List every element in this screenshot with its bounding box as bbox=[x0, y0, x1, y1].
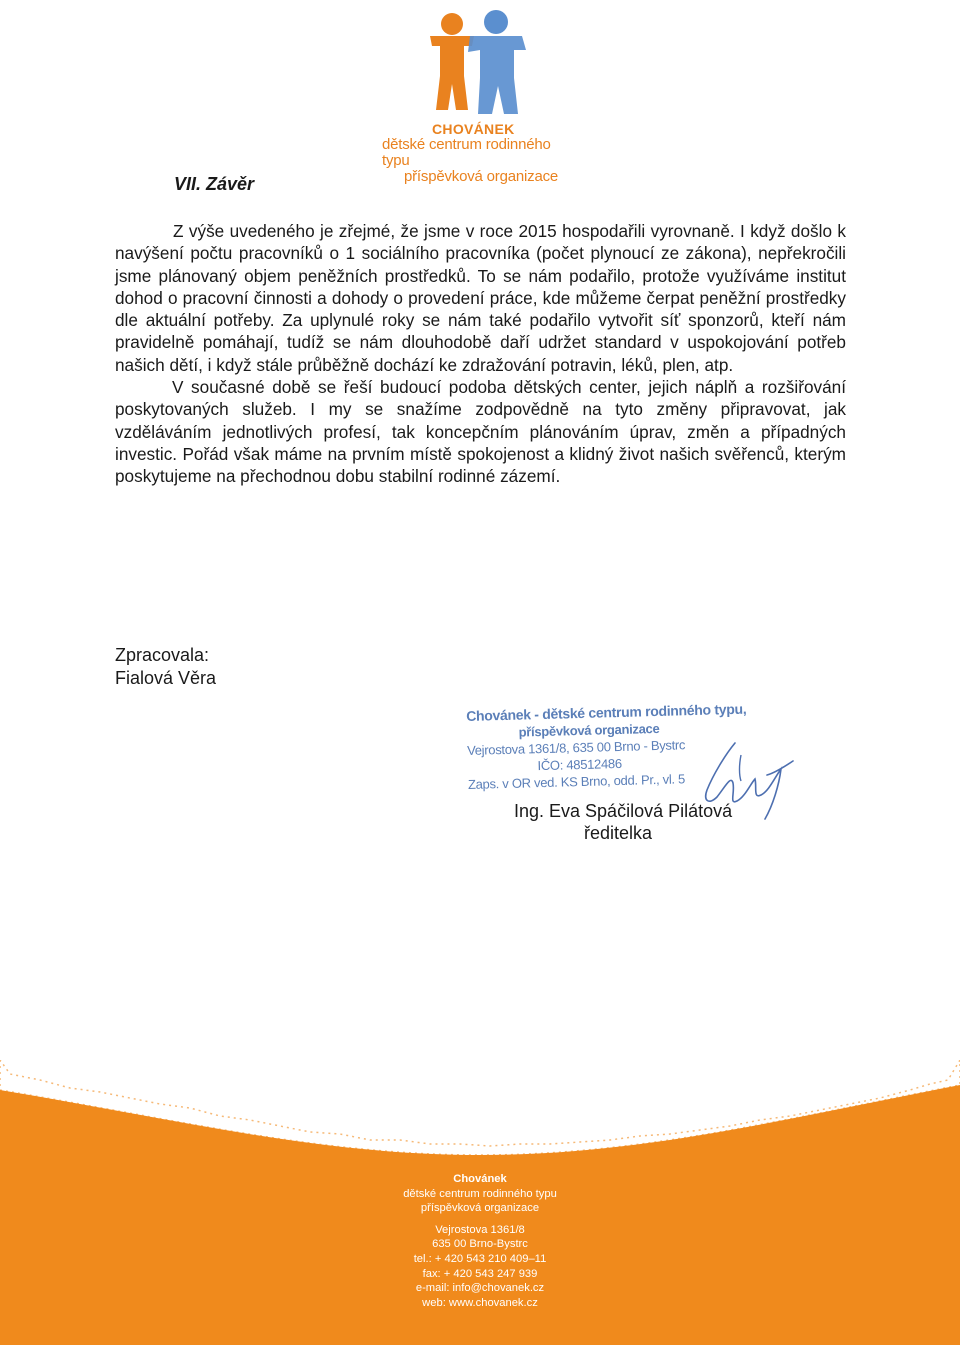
footer-name: Chovánek bbox=[453, 1173, 507, 1185]
stamp-line-4: IČO: 48512486 bbox=[537, 755, 622, 774]
signer-role: ředitelka bbox=[584, 823, 653, 843]
conclusion-text bbox=[115, 220, 846, 488]
logo-line-1: dětské centrum rodinného typu bbox=[382, 136, 551, 169]
signer-block bbox=[514, 800, 732, 844]
stamp-line-1: Chovánek - dětské centrum rodinného typu, bbox=[466, 700, 747, 724]
footer-street: Vejrostova 1361/8 bbox=[435, 1223, 525, 1236]
organization-logo bbox=[372, 6, 572, 185]
paragraph-2: V současné době se řeší budoucí podoba dětských center, jejich náplň a rozšiřování poskytovaných služeb. I my se snažíme zodpovědně na tyto změny připravovat, jak vzděláváním jednotlivých profesí, tak koncepčním plánováním úprav, změn a případných investic. Pořád však máme na prvním místě spokojenost a klidný život našich svěřenců, kterým poskytujeme na přechodnou dobu stabilní rodinné zázemí. bbox=[115, 377, 846, 487]
footer-line-2: příspěvková organizace bbox=[420, 1202, 540, 1215]
logo-name: CHOVÁNEK bbox=[432, 121, 515, 137]
footer-contact bbox=[372, 1172, 588, 1310]
prepared-by-block bbox=[115, 644, 216, 690]
stamp-line-5: Zaps. v OR ved. KS Brno, odd. Pr., vl. 5 bbox=[467, 771, 686, 792]
paragraph-1: Z výše uvedeného je zřejmé, že jsme v roce 2015 hospodařili vyrovnaně. I když došlo k navýšení počtu pracovníků o 1 sociálního pracovníka (počet plynoucí ze zákona), nepřekročili jsme plánovaný objem peněžních prostředků. To se nám podařilo, protože využíváme institut dohod o pracovní činnosti a dohody o provedení práce, kde můžeme čerpat peněžní prostředky dle aktuální potřeby. Za uplynulé roky se nám také podařilo vytvořit síť sponzorů, kteří nám pravidelně pomáhají, tudíž se nám dlouhodobě daří udržet standard v uspokojování potřeb našich dětí, i když stále průběžně dochází ke zdražování potravin, léků, plen, atp. bbox=[115, 221, 846, 375]
footer-city: 635 00 Brno-Bystrc bbox=[432, 1238, 528, 1251]
footer-web: web: www.chovanek.cz bbox=[422, 1296, 538, 1309]
footer-line-1: dětské centrum rodinného typu bbox=[403, 1187, 557, 1200]
prepared-by-label: Zpracovala: bbox=[115, 645, 210, 665]
children-figures-icon bbox=[422, 6, 532, 118]
section-heading: VII. Závěr bbox=[174, 174, 255, 194]
prepared-by-name: Fialová Věra bbox=[115, 668, 217, 688]
signer-name: Ing. Eva Spáčilová Pilátová bbox=[514, 801, 733, 821]
footer-fax: fax: + 420 543 247 939 bbox=[422, 1267, 538, 1280]
stamp-line-2: příspěvková organizace bbox=[518, 720, 660, 740]
logo-line-2: příspěvková organizace bbox=[404, 168, 559, 185]
stamp-line-3: Vejrostova 1361/8, 635 00 Brno - Bystrc bbox=[466, 737, 686, 758]
footer-tel: tel.: + 420 543 210 409–11 bbox=[413, 1252, 547, 1265]
footer-email: e-mail: info@chovanek.cz bbox=[415, 1282, 545, 1295]
